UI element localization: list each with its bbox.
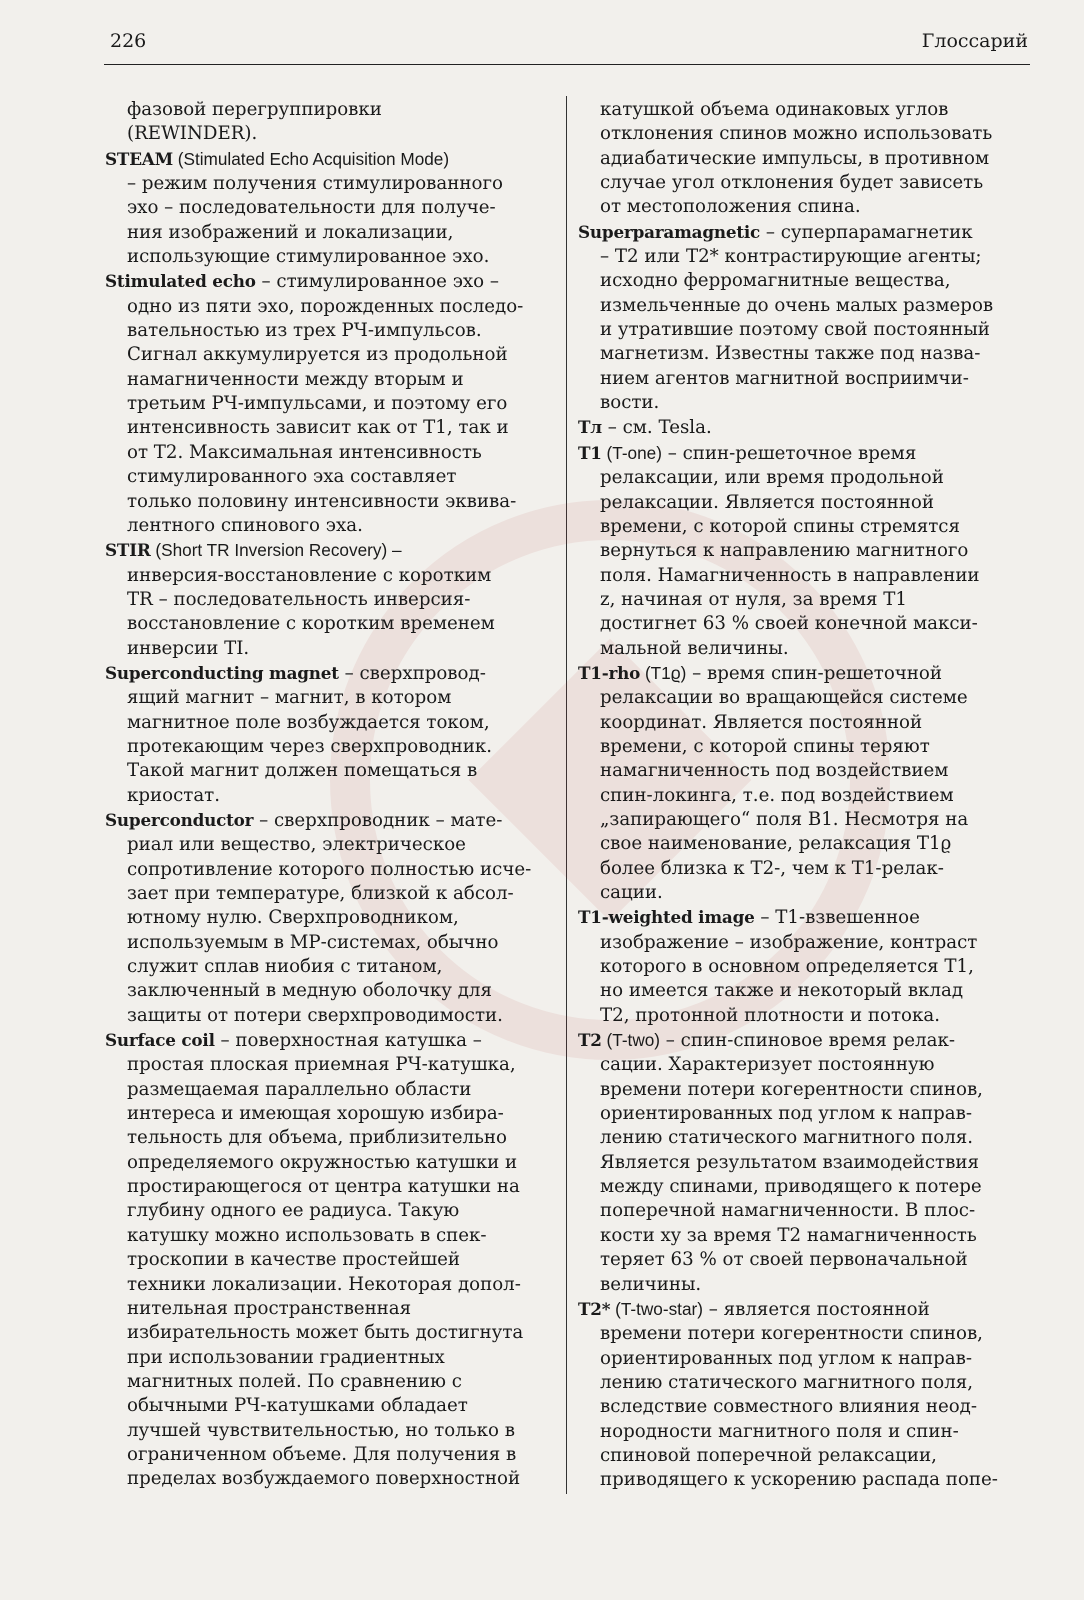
- glossary-line: [105, 441, 551, 465]
- glossary-text: релаксации во вращающейся системе: [600, 687, 968, 709]
- column-divider: [566, 96, 567, 1494]
- glossary-line: [578, 1322, 1024, 1346]
- glossary-text: служит сплав ниобия с титаном,: [127, 956, 443, 978]
- glossary-text: ютному нулю. Сверхпроводником,: [127, 907, 459, 929]
- glossary-text: ограниченном объеме. Для получения в: [127, 1443, 517, 1465]
- glossary-text: отклонения спинов можно использовать: [600, 123, 993, 145]
- page-number: 226: [110, 30, 147, 52]
- glossary-text: вследствие совместного влияния неод-: [600, 1396, 978, 1418]
- glossary-line: [578, 147, 1024, 171]
- glossary-line: [578, 122, 1024, 146]
- glossary-line: [105, 1467, 551, 1491]
- glossary-term: T2: [578, 1030, 602, 1051]
- glossary-text: которого в основном определяется Т1,: [600, 956, 974, 978]
- glossary-line: [105, 735, 551, 759]
- glossary-text: достигнет 63 % своей конечной макси-: [600, 613, 978, 635]
- glossary-text: зает при температуре, близкой к абсол-: [127, 883, 514, 904]
- glossary-term-expansion: (Stimulated Echo Acquisition Mode): [173, 148, 450, 169]
- glossary-line: [578, 269, 1024, 293]
- glossary-text: криостат.: [127, 784, 221, 806]
- glossary-line: [105, 906, 551, 930]
- glossary-text: намагниченности между вторым и: [127, 368, 464, 390]
- glossary-line: [578, 1004, 1024, 1028]
- glossary-text: стимулированного эха составляет: [127, 466, 457, 488]
- glossary-term: Stimulated echo: [105, 271, 256, 292]
- glossary-column-right: [578, 98, 1024, 1493]
- glossary-line: [578, 1444, 1024, 1468]
- glossary-text: – является постоянной: [702, 1298, 930, 1320]
- glossary-term-expansion: (T-two-star): [610, 1298, 703, 1319]
- glossary-entry-start: [578, 1028, 1024, 1053]
- glossary-term: Superconductor: [105, 809, 254, 830]
- glossary-text: – режим получения стимулированного: [127, 173, 503, 195]
- glossary-line: [105, 637, 551, 661]
- glossary-text: – сверхпроводник – мате-: [253, 809, 503, 831]
- glossary-entry-start: [578, 1297, 1024, 1322]
- glossary-text: – Т1-взвешенное: [754, 907, 920, 929]
- glossary-line: [105, 490, 551, 514]
- glossary-text: лению статического магнитного поля,: [600, 1371, 974, 1393]
- glossary-text: магнетизм. Известны также под назва-: [600, 343, 981, 365]
- glossary-text: эхо – последовательности для получе-: [127, 197, 496, 219]
- glossary-line: [578, 1199, 1024, 1223]
- glossary-line: [578, 195, 1024, 219]
- glossary-text: релаксации. Является постоянной: [600, 491, 934, 513]
- glossary-text: пределах возбуждаемого поверхностной: [127, 1468, 521, 1490]
- glossary-line: [578, 588, 1024, 612]
- glossary-line: [578, 491, 1024, 515]
- glossary-entry-start: [105, 147, 551, 172]
- glossary-text: сации.: [600, 882, 663, 903]
- glossary-line: [105, 319, 551, 343]
- glossary-text: времени потери когерентности спинов,: [600, 1323, 983, 1345]
- glossary-line: [105, 955, 551, 979]
- glossary-line: [578, 711, 1024, 735]
- glossary-text: TR – последовательность инверсия-: [127, 588, 471, 610]
- glossary-term: Тл: [578, 417, 602, 438]
- glossary-term: Superconducting magnet: [105, 662, 339, 683]
- glossary-text: лучшей чувствительностью, но только в: [127, 1419, 515, 1441]
- glossary-line: [578, 1224, 1024, 1248]
- glossary-line: [578, 637, 1024, 661]
- glossary-text: сации. Характеризует постоянную: [600, 1054, 935, 1076]
- glossary-line: [105, 221, 551, 245]
- glossary-text: инверсии TI.: [127, 637, 250, 659]
- glossary-line: [578, 612, 1024, 636]
- glossary-text: катушку можно использовать в спек-: [127, 1224, 487, 1246]
- glossary-text: интереса и имеющая хорошую избира-: [127, 1103, 504, 1125]
- glossary-line: [578, 1420, 1024, 1444]
- glossary-text: адиабатические импульсы, в противном: [600, 147, 990, 169]
- glossary-line: [578, 979, 1024, 1003]
- glossary-term: T1: [578, 442, 602, 463]
- glossary-term-expansion: (T1ϱ): [640, 662, 687, 683]
- glossary-text: – см. Tesla.: [601, 417, 712, 439]
- glossary-text: защиты от потери сверхпроводимости.: [127, 1004, 503, 1026]
- glossary-entry-start: [578, 441, 1024, 466]
- glossary-text: инверсия-восстановление с коротким: [127, 564, 492, 586]
- glossary-line: [578, 171, 1024, 195]
- glossary-line: [578, 881, 1024, 905]
- glossary-line: [105, 1346, 551, 1370]
- glossary-entry-start: [578, 220, 1024, 245]
- glossary-text: вательностью из трех РЧ-импульсов.: [127, 320, 482, 342]
- glossary-line: [105, 465, 551, 489]
- glossary-line: [578, 564, 1024, 588]
- glossary-line: [105, 172, 551, 196]
- glossary-term-expansion: (Short TR Inversion Recovery) –: [150, 540, 402, 561]
- glossary-term: T1-weighted image: [578, 907, 755, 928]
- glossary-term: T2*: [578, 1298, 611, 1319]
- glossary-text: Сигнал аккумулируется из продольной: [127, 344, 508, 366]
- glossary-line: [105, 1443, 551, 1467]
- glossary-text: координат. Является постоянной: [600, 711, 923, 733]
- glossary-line: [578, 857, 1024, 881]
- glossary-text: времени, с которой спины теряют: [600, 735, 930, 757]
- glossary-entry-start: [105, 269, 551, 294]
- glossary-text: приводящего к ускорению распада попе-: [600, 1469, 998, 1491]
- glossary-text: протекающим через сверхпроводник.: [127, 735, 493, 757]
- glossary-line: [578, 1273, 1024, 1297]
- glossary-text: простая плоская приемная РЧ-катушка,: [127, 1054, 516, 1076]
- glossary-text: (REWINDER).: [127, 123, 258, 145]
- glossary-line: [105, 1297, 551, 1321]
- glossary-line: [105, 1224, 551, 1248]
- glossary-entry-start: [105, 808, 551, 833]
- glossary-column-left: [105, 98, 551, 1492]
- glossary-line: [105, 1248, 551, 1272]
- glossary-line: [578, 1468, 1024, 1492]
- glossary-text: мальной величины.: [600, 637, 789, 659]
- glossary-line: [578, 955, 1024, 979]
- glossary-text: – время спин-решеточной: [686, 662, 943, 684]
- glossary-line: [105, 343, 551, 367]
- glossary-line: [105, 1078, 551, 1102]
- glossary-text: – сверхпровод-: [338, 662, 486, 684]
- glossary-text: поля. Намагниченность в направлении: [600, 564, 980, 586]
- glossary-line: [578, 294, 1024, 318]
- glossary-text: но имеется также и некоторый вклад: [600, 980, 964, 1002]
- glossary-text: намагниченность под воздействием: [600, 760, 949, 782]
- glossary-text: тельность для объема, приблизительно: [127, 1127, 507, 1149]
- glossary-text: – стимулированное эхо –: [255, 271, 499, 293]
- glossary-line: [578, 391, 1024, 415]
- glossary-line: [578, 318, 1024, 342]
- glossary-line: [105, 1199, 551, 1223]
- glossary-text: нием агентов магнитной восприимчи-: [600, 367, 969, 389]
- glossary-line: [578, 342, 1024, 366]
- glossary-text: размещаемая параллельно области: [127, 1078, 472, 1100]
- glossary-text: изображение – изображение, контраст: [600, 931, 978, 953]
- glossary-text: используемым в МР-системах, обычно: [127, 931, 499, 953]
- glossary-line: [105, 1394, 551, 1418]
- glossary-line: [578, 784, 1024, 808]
- glossary-line: [105, 1175, 551, 1199]
- glossary-line: [105, 245, 551, 269]
- glossary-text: третьим РЧ-импульсами, и поэтому его: [127, 393, 508, 415]
- glossary-line: [578, 245, 1024, 269]
- glossary-text: спиновой поперечной релаксации,: [600, 1444, 937, 1466]
- glossary-text: кости xy за время Т2 намагниченность: [600, 1224, 977, 1246]
- glossary-line: [578, 539, 1024, 563]
- glossary-term: Surface coil: [105, 1030, 215, 1051]
- glossary-line: [578, 1175, 1024, 1199]
- glossary-line: [578, 466, 1024, 490]
- glossary-line: [105, 392, 551, 416]
- glossary-text: троскопии в качестве простейшей: [127, 1249, 460, 1271]
- glossary-line: [105, 1419, 551, 1443]
- glossary-text: магнитное поле возбуждается током,: [127, 711, 490, 733]
- glossary-line: [578, 1347, 1024, 1371]
- glossary-text: интенсивность зависит как от Т1, так и: [127, 417, 509, 439]
- glossary-line: [105, 122, 551, 146]
- glossary-line: [105, 1273, 551, 1297]
- glossary-text: ориентированных под углом к направ-: [600, 1347, 973, 1369]
- glossary-line: [105, 196, 551, 220]
- glossary-text: между спинами, приводящего к потере: [600, 1176, 982, 1198]
- glossary-text: глубину одного ее радиуса. Такую: [127, 1200, 460, 1222]
- glossary-text: избирательность может быть достигнута: [127, 1322, 524, 1344]
- glossary-text: случае угол отклонения будет зависеть: [600, 172, 984, 194]
- glossary-line: [105, 686, 551, 710]
- glossary-line: [105, 1102, 551, 1126]
- glossary-text: Такой магнит должен помещаться в: [127, 760, 478, 782]
- glossary-line: [578, 1371, 1024, 1395]
- glossary-term: STIR: [105, 540, 151, 561]
- glossary-line: [105, 588, 551, 612]
- glossary-text: одно из пяти эхо, порожденных последо-: [127, 295, 524, 317]
- glossary-text: обычными РЧ-катушками обладает: [127, 1395, 468, 1417]
- glossary-text: нородности магнитного поля и спин-: [600, 1420, 959, 1442]
- glossary-line: [578, 808, 1024, 832]
- glossary-text: фазовой перегруппировки: [127, 99, 382, 120]
- glossary-text: более близка к Т2-, чем к Т1-релак-: [600, 857, 944, 879]
- glossary-text: исходно ферромагнитные вещества,: [600, 270, 951, 292]
- glossary-line: [578, 1151, 1024, 1175]
- glossary-line: [105, 368, 551, 392]
- glossary-line: [578, 832, 1024, 856]
- glossary-text: вости.: [600, 392, 660, 414]
- glossary-line: [578, 367, 1024, 391]
- glossary-line: [105, 979, 551, 1003]
- header-rule: [104, 64, 1030, 65]
- glossary-text: сопротивление которого полностью исче-: [127, 858, 532, 880]
- page-header: [108, 28, 1028, 58]
- glossary-text: использующие стимулированное эхо.: [127, 246, 490, 268]
- running-title: Глоссарий: [921, 30, 1028, 52]
- glossary-line: [105, 1151, 551, 1175]
- glossary-text: и утратившие поэтому свой постоянный: [600, 319, 990, 341]
- glossary-line: [578, 931, 1024, 955]
- glossary-term: Superparamagnetic: [578, 221, 761, 242]
- glossary-text: лентного спинового эха.: [127, 514, 363, 536]
- glossary-line: [578, 515, 1024, 539]
- glossary-term: STEAM: [105, 148, 173, 169]
- glossary-text: нительная пространственная: [127, 1297, 412, 1319]
- glossary-text: риал или вещество, электрическое: [127, 834, 466, 856]
- glossary-line: [578, 1102, 1024, 1126]
- glossary-line: [105, 295, 551, 319]
- glossary-text: лению статического магнитного поля.: [600, 1127, 974, 1149]
- glossary-text: теряет 63 % от своей первоначальной: [600, 1249, 968, 1271]
- glossary-text: – спин-спиновое время релак-: [660, 1030, 955, 1052]
- glossary-text: заключенный в медную оболочку для: [127, 980, 492, 1002]
- glossary-text: спин-локинга, т.е. под воздействием: [600, 784, 954, 806]
- glossary-text: катушкой объема одинаковых углов: [600, 99, 949, 120]
- glossary-text: свое наименование, релаксация Т1ϱ: [600, 833, 952, 855]
- glossary-line: [105, 784, 551, 808]
- glossary-text: – суперпарамагнетик: [760, 221, 973, 243]
- glossary-line: [578, 686, 1024, 710]
- glossary-entry-start: [578, 905, 1024, 930]
- glossary-line: [578, 735, 1024, 759]
- glossary-line: [105, 882, 551, 906]
- glossary-term-expansion: (T-one): [601, 442, 662, 463]
- glossary-line: [105, 858, 551, 882]
- glossary-text: измельченные до очень малых размеров: [600, 294, 994, 316]
- glossary-text: – Т2 или Т2* контрастирующие агенты;: [600, 246, 982, 268]
- glossary-line: [578, 1126, 1024, 1150]
- glossary-line: [105, 564, 551, 588]
- glossary-entry-start: [105, 538, 551, 563]
- glossary-line: [105, 1126, 551, 1150]
- glossary-text: Т2, протонной плотности и потока.: [600, 1004, 940, 1026]
- glossary-entry-start: [105, 661, 551, 686]
- glossary-text: от местоположения спина.: [600, 196, 861, 218]
- glossary-entry-start: [578, 415, 1024, 440]
- glossary-text: ящий магнит – магнит, в котором: [127, 687, 452, 709]
- glossary-text: восстановление с коротким временем: [127, 613, 495, 635]
- glossary-text: z, начиная от нуля, за время Т1: [600, 588, 907, 610]
- glossary-text: „запирающего“ поля В1. Несмотря на: [600, 808, 969, 830]
- glossary-text: Является результатом взаимодействия: [600, 1151, 979, 1173]
- glossary-text: ориентированных под углом к направ-: [600, 1103, 973, 1125]
- glossary-text: релаксации, или время продольной: [600, 467, 944, 489]
- glossary-line: [578, 98, 1024, 122]
- glossary-text: от Т2. Максимальная интенсивность: [127, 441, 482, 463]
- glossary-line: [105, 612, 551, 636]
- glossary-text: магнитных полей. По сравнению с: [127, 1370, 462, 1392]
- glossary-text: при использовании градиентных: [127, 1346, 445, 1368]
- glossary-line: [105, 1370, 551, 1394]
- glossary-line: [578, 1078, 1024, 1102]
- glossary-text: ния изображений и локализации,: [127, 221, 454, 243]
- glossary-entry-start: [105, 1028, 551, 1053]
- glossary-text: – спин-решеточное время: [661, 442, 917, 464]
- glossary-line: [105, 833, 551, 857]
- glossary-line: [105, 416, 551, 440]
- glossary-line: [578, 1053, 1024, 1077]
- glossary-line: [105, 514, 551, 538]
- glossary-text: техники локализации. Некоторая допол-: [127, 1273, 521, 1295]
- glossary-line: [578, 1248, 1024, 1272]
- glossary-text: величины.: [600, 1273, 702, 1295]
- glossary-text: времени, с которой спины стремятся: [600, 515, 960, 537]
- glossary-line: [578, 1395, 1024, 1419]
- glossary-text: времени потери когерентности спинов,: [600, 1078, 983, 1100]
- glossary-line: [105, 1053, 551, 1077]
- glossary-line: [105, 759, 551, 783]
- glossary-text: только половину интенсивности эквива-: [127, 490, 517, 512]
- glossary-text: – поверхностная катушка –: [214, 1030, 482, 1052]
- glossary-line: [105, 1004, 551, 1028]
- glossary-text: поперечной намагниченности. В плос-: [600, 1200, 976, 1222]
- glossary-line: [105, 931, 551, 955]
- glossary-line: [105, 711, 551, 735]
- glossary-line: [105, 98, 551, 122]
- glossary-entry-start: [578, 661, 1024, 686]
- glossary-text: простирающегося от центра катушки на: [127, 1176, 520, 1198]
- glossary-term-expansion: (T-two): [601, 1030, 661, 1051]
- glossary-line: [105, 1321, 551, 1345]
- glossary-text: определяемого окружностью катушки и: [127, 1151, 518, 1173]
- glossary-line: [578, 759, 1024, 783]
- glossary-text: вернуться к направлению магнитного: [600, 540, 969, 562]
- glossary-term: T1-rho: [578, 662, 641, 683]
